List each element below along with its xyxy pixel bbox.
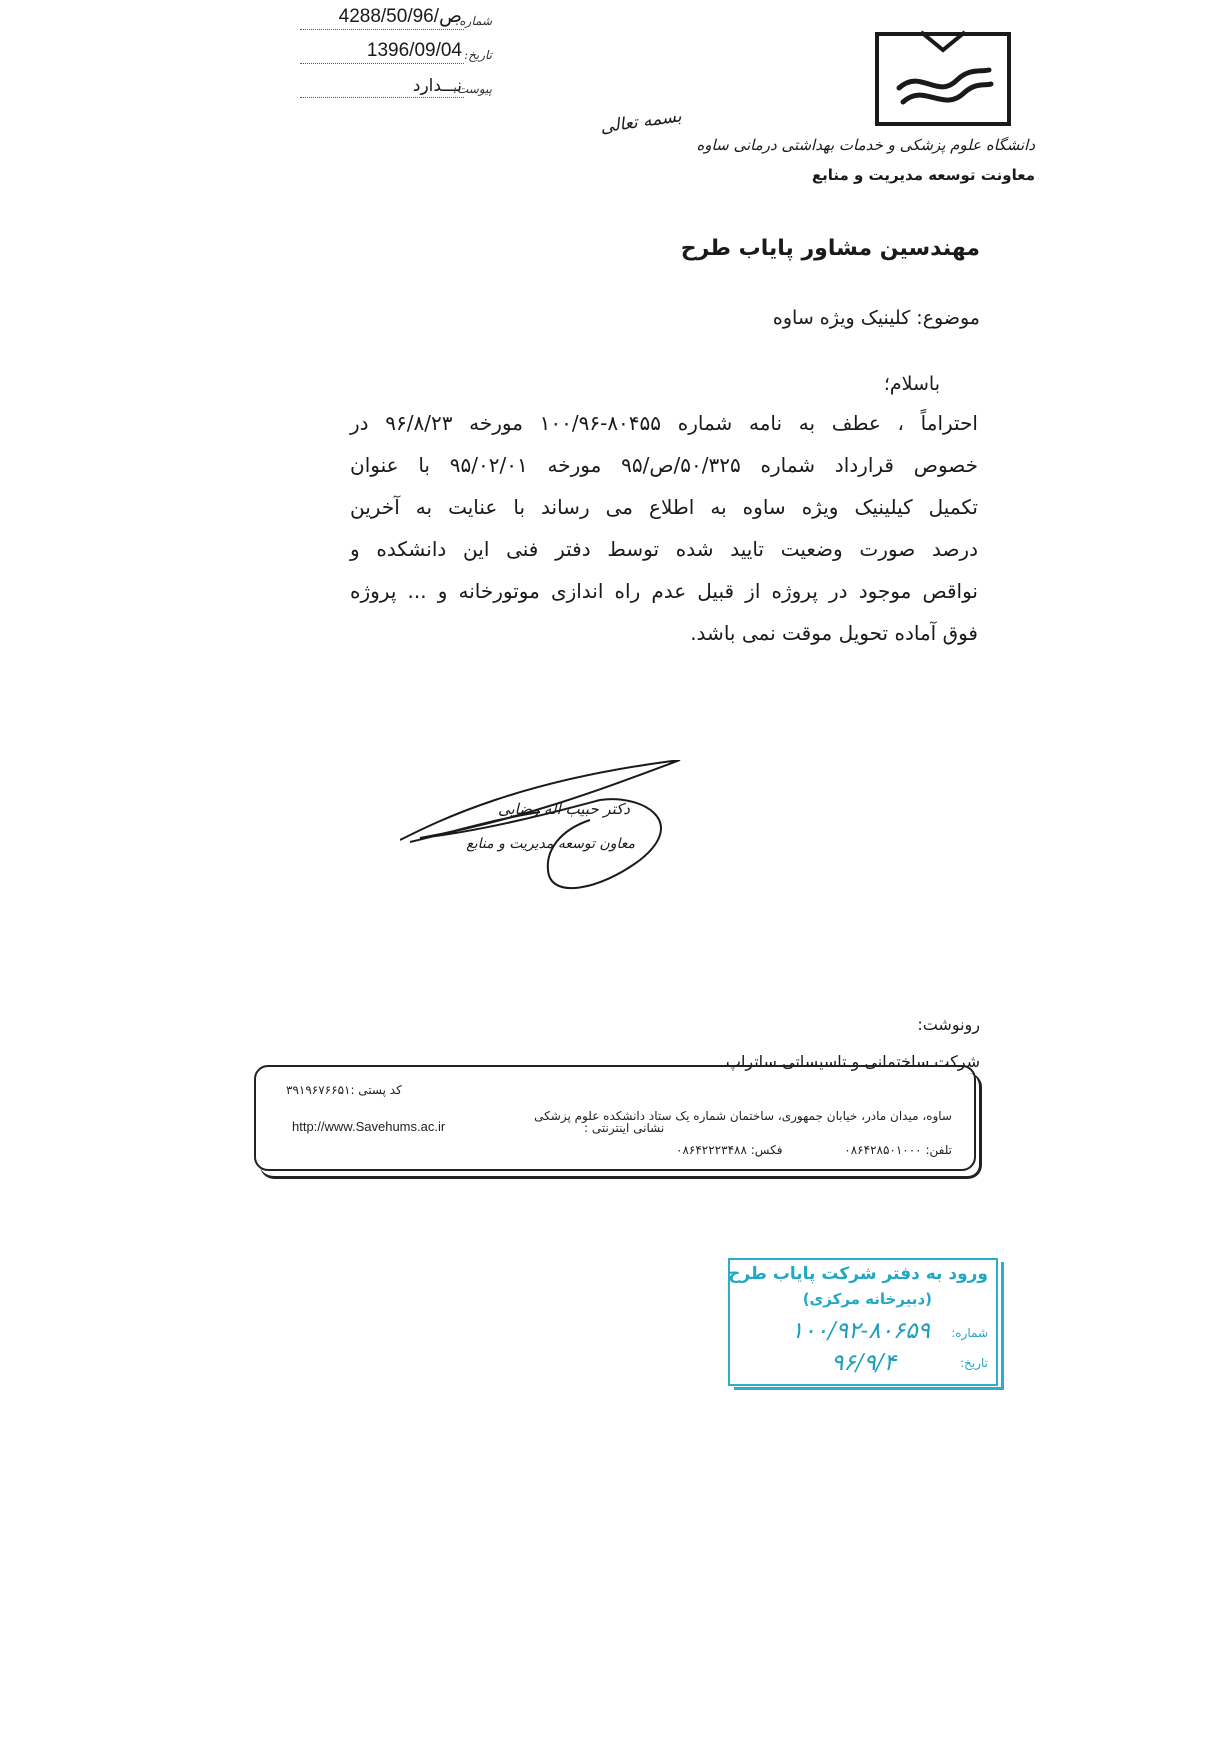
department-name: معاونت توسعه مدیریت و منابع [811, 166, 1035, 184]
letter-attachment-label: پیوست: [452, 82, 492, 96]
footer-phone: تلفن: ۰۸۶۴۲۸۵۰۱۰۰۰ [844, 1143, 952, 1157]
letter-date-value: 1396/09/04 [366, 40, 462, 61]
footer-fax: فکس: ۰۸۶۴۲۲۲۳۴۸۸ [676, 1143, 783, 1157]
letter-salutation: باسلام؛ [883, 373, 940, 395]
footer-website-link[interactable]: http://www.Savehums.ac.ir [292, 1119, 446, 1134]
footer-postal-code: کد پستی :۳۹۱۹۶۷۶۶۵۱ [286, 1083, 402, 1097]
letter-recipient: مهندسین مشاور پایاب طرح [680, 236, 980, 261]
cc-company: شرکت ساختمانی و تاسیساتی ساتراپ [725, 1052, 980, 1071]
body-line: درصد صورت وضعیت تایید شده توسط دفتر فنی این دانشکده و [350, 537, 978, 561]
stamp-date-label: تاریخ: [960, 1356, 988, 1370]
university-name: دانشگاه علوم پزشکی و خدمات بهداشتی درمانی ساوه [696, 136, 1035, 154]
stamp-title: ورود به دفتر شرکت پایاب طرح [728, 1264, 988, 1284]
letter-subject: موضوع: کلینیک ویژه ساوه [772, 307, 980, 329]
footer-address: ساوه، میدان مادر، خیابان جمهوری، ساختمان شماره یک ستاد دانشکده علوم پزشکی [534, 1109, 952, 1123]
cc-label: رونوشت: [917, 1015, 980, 1034]
body-line: نواقص موجود در پروژه از قبیل عدم راه اندازی موتورخانه و ... پروژه [350, 579, 978, 603]
footer-website-label: نشانی اینترنتی : [584, 1121, 665, 1135]
signatory-title: معاون توسعه مدیریت و منابع [466, 836, 635, 852]
signature-scribble-icon [400, 760, 700, 910]
meta-dotted-line [300, 63, 464, 64]
letter-date-label: تاریخ: [464, 48, 492, 62]
letter-date-row [300, 38, 492, 68]
signatory-name: دکتر حبیب اله رضایی [498, 800, 630, 818]
stamp-number-value: ۱۰۰/۹۲-۸۰۶۵۹ [790, 1318, 930, 1344]
body-line: تکمیل کیلینیک ویژه ساوه به اطلاع می رساند با عنایت به آخرین [350, 495, 978, 519]
body-line: خصوص قرارداد شماره ۵۰/۳۲۵/ص/۹۵ مورخه ۹۵/۰۲/۰۱ با عنوان [350, 453, 978, 477]
stamp-number-label: شماره: [951, 1326, 988, 1340]
stamp-subtitle: (دبیرخانه مرکزی) [802, 1290, 932, 1308]
university-logo-icon [873, 28, 1013, 128]
body-line: احتراماً ، عطف به نامه شماره ۸۰۴۵۵-۱۰۰/۹۶ مورخه ۹۶/۸/۲۳ در [350, 411, 978, 435]
letter-attachment-row [300, 72, 492, 102]
stamp-date-value: ۹۶/۹/۴ [831, 1350, 896, 1376]
letter-body [350, 402, 978, 654]
receipt-stamp [728, 1258, 998, 1386]
meta-dotted-line [300, 29, 464, 30]
body-line: فوق آماده تحویل موقت نمی باشد. [690, 621, 978, 645]
letter-number-value: 4288/50/ص/96 [338, 6, 462, 27]
letter-attachment-value: نـــدارد [412, 76, 462, 96]
letter-number-label: شماره: [455, 14, 492, 28]
footer-address-box [254, 1065, 976, 1171]
bismillah-heading: بسمه تعالی [599, 106, 683, 138]
letter-number-row [300, 4, 492, 34]
meta-dotted-line [300, 97, 464, 98]
